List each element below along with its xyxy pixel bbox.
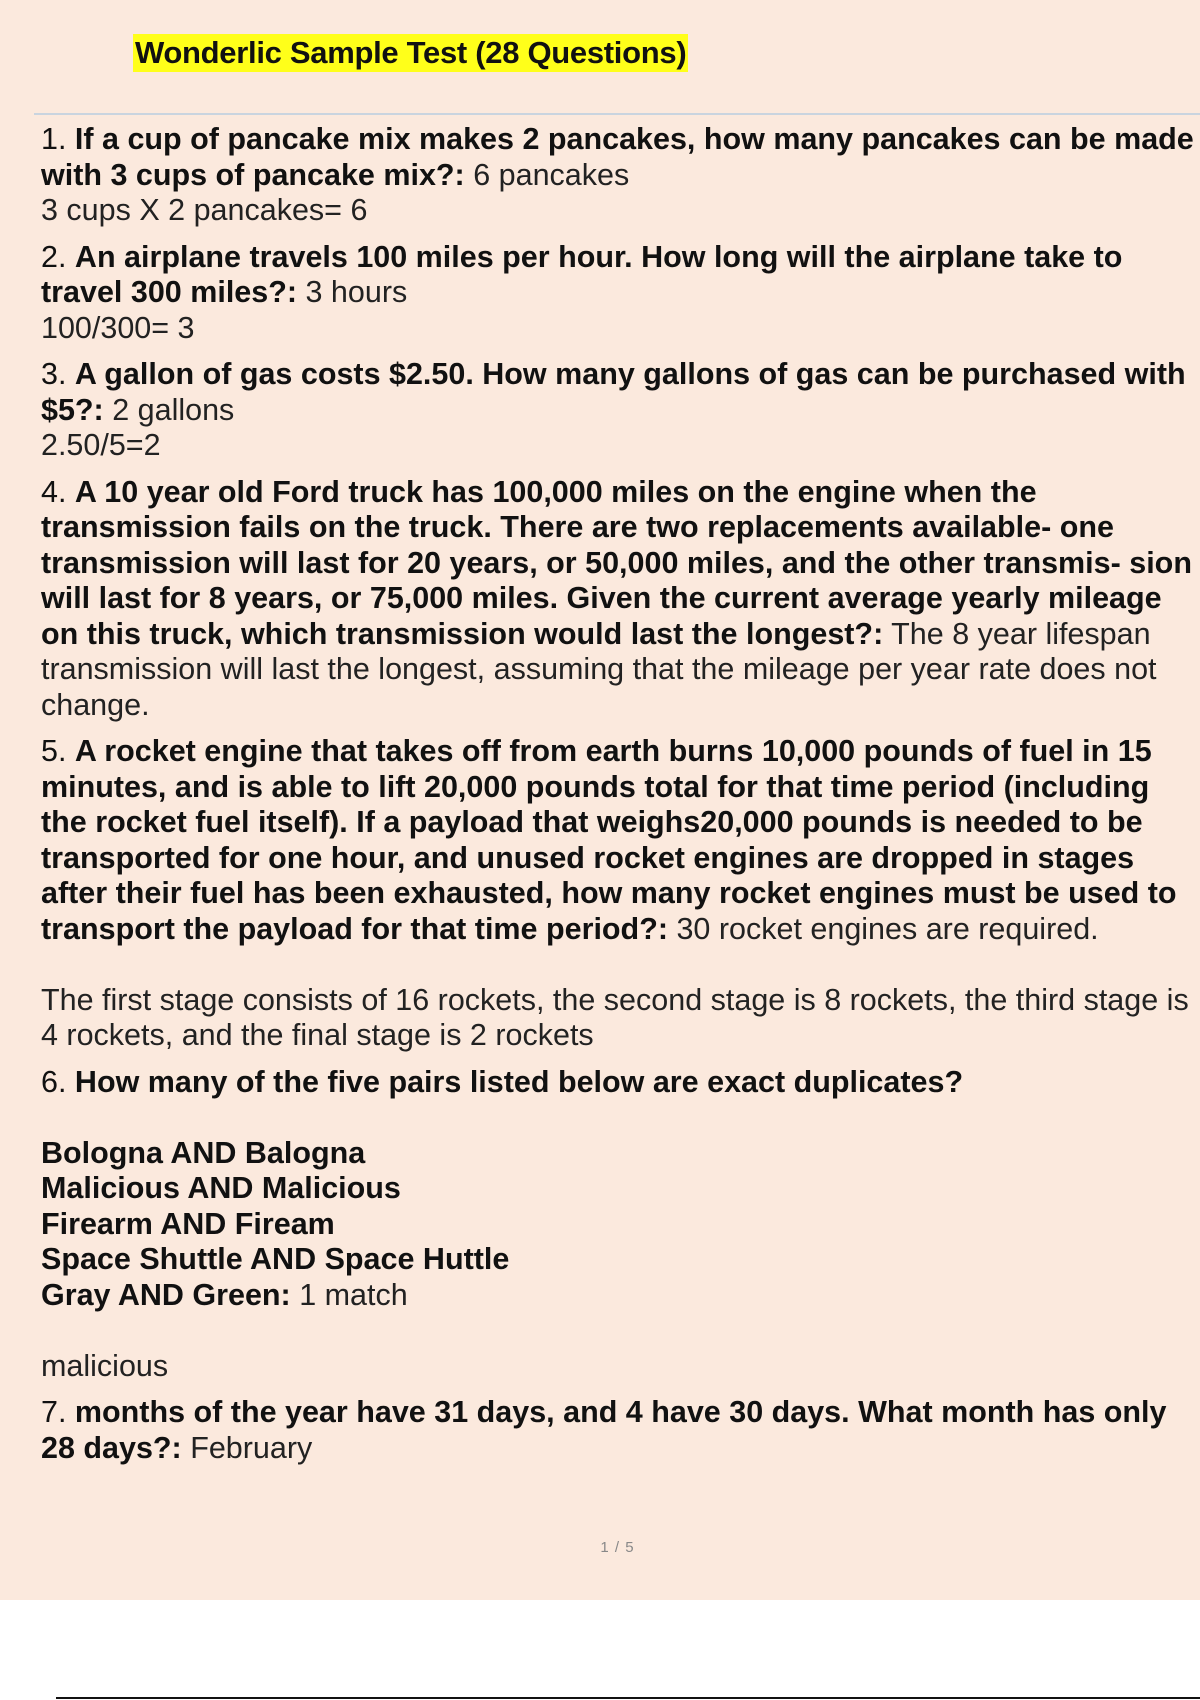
answer-text: 2 gallons — [112, 392, 235, 427]
pair-item: Malicious AND Malicious — [41, 1171, 401, 1205]
pair-item: Gray AND Green: — [41, 1277, 291, 1312]
pair-item: Firearm AND Fiream — [41, 1206, 335, 1241]
question-text: months of the year have 31 days, and 4 have 30 days. What month has only 28 days?: — [41, 1395, 1167, 1465]
spacer — [41, 1100, 1196, 1136]
next-page-divider — [56, 1697, 1200, 1699]
question-1 — [41, 122, 1196, 229]
page-title: Wonderlic Sample Test (28 Questions) — [135, 35, 687, 70]
question-text: A rocket engine that takes off from earth burns 10,000 pounds of fuel in 15 minutes, and is able to lift 20,000 pounds total for that time period (including the rocket fuel itself). If a payload that weighs20,000 pounds is needed to be transported for one hour, and unused rocket engines are dropped in stages after their fuel has been exhausted, how many rocket engines must be used to transport the payload for that time period?: — [41, 734, 1177, 946]
explanation-text: 100/300= 3 — [41, 310, 195, 345]
question-2 — [41, 240, 1196, 347]
title-divider — [34, 113, 1200, 115]
explanation-text: 2.50/5=2 — [41, 428, 161, 462]
answer-text: February — [190, 1430, 313, 1465]
spacer — [41, 947, 1196, 983]
question-3 — [41, 357, 1196, 464]
question-text: How many of the five pairs listed below are exact duplicates? — [74, 1064, 964, 1099]
question-number: 4. — [41, 474, 67, 509]
question-number: 2. — [41, 239, 67, 274]
pair-item: Bologna AND Balogna — [41, 1135, 366, 1170]
questions-list — [41, 122, 1196, 1477]
page-indicator: 1 / 5 — [600, 1539, 635, 1556]
question-number: 1. — [41, 122, 67, 156]
question-number: 7. — [41, 1395, 67, 1429]
pairs-list — [41, 1136, 1196, 1314]
question-4 — [41, 475, 1196, 724]
answer-text: The 8 year lifespan transmission will last the longest, assuming that the mileage per year rate does not change. — [41, 616, 1157, 722]
question-number: 6. — [41, 1064, 67, 1099]
question-text: A 10 year old Ford truck has 100,000 miles on the engine when the transmission fails on the truck. There are two replacements available- one transmission will last for 20 years, or 50,000 miles, and the other transmis- sion will last for 8 years, or 75,000 miles. Given the current average yearly mileage on this truck, which transmission would last the longest?: — [41, 474, 1192, 651]
question-number: 5. — [41, 734, 67, 768]
question-number: 3. — [41, 357, 67, 391]
pair-item: Space Shuttle AND Space Huttle — [41, 1242, 510, 1276]
question-5 — [41, 734, 1196, 1054]
answer-text: 30 rocket engines are required. — [676, 911, 1099, 946]
explanation-text: malicious — [41, 1348, 169, 1383]
question-text: An airplane travels 100 miles per hour. How long will the airplane take to travel 300 miles?: — [41, 239, 1123, 309]
answer-text: 1 match — [299, 1277, 408, 1312]
question-7 — [41, 1395, 1196, 1466]
explanation-text: The first stage consists of 16 rockets, the second stage is 8 rockets, the third stage is 4 rockets, and the final stage is 2 rockets — [41, 982, 1189, 1052]
question-6 — [41, 1065, 1196, 1385]
answer-text: 3 hours — [305, 275, 408, 309]
question-text: A gallon of gas costs $2.50. How many gallons of gas can be purchased with $5?: — [41, 357, 1186, 427]
question-text: If a cup of pancake mix makes 2 pancakes, how many pancakes can be made with 3 cups of pancake mix?: — [41, 122, 1194, 192]
answer-text: 6 pancakes — [473, 157, 630, 192]
explanation-text: 3 cups X 2 pancakes= 6 — [41, 193, 368, 227]
spacer — [41, 1313, 1196, 1349]
